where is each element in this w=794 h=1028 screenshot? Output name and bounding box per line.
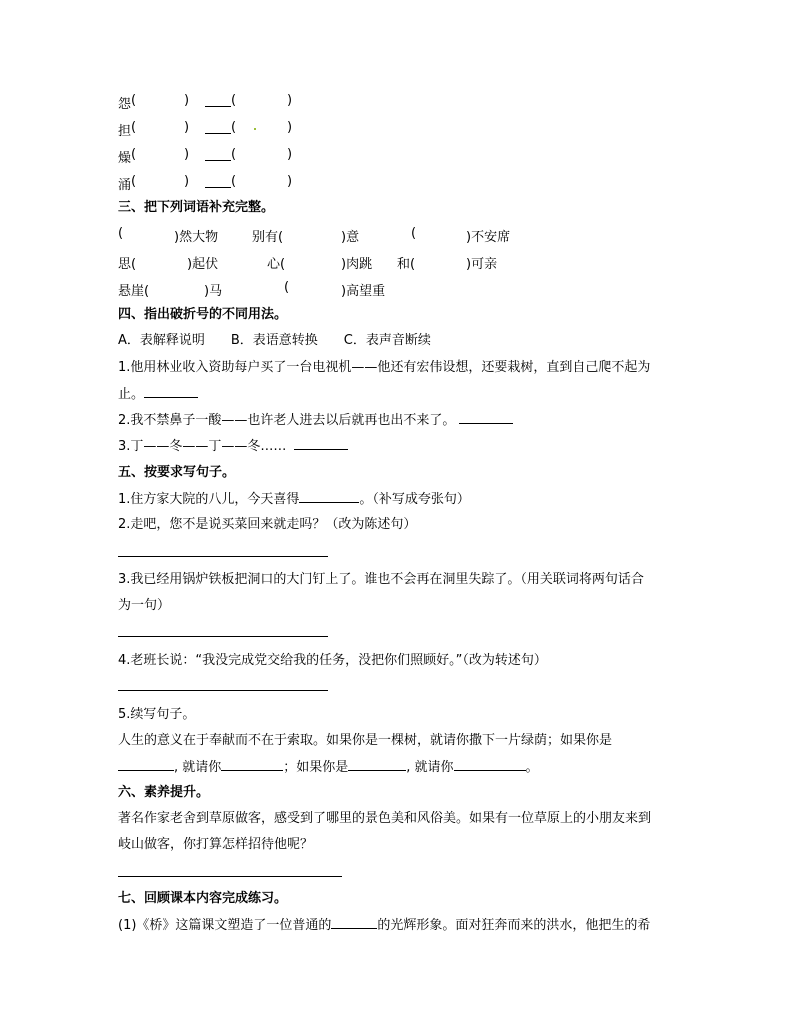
idiom-2-head: 别有(: [252, 230, 284, 245]
fill-text-2: ；如果你是: [283, 760, 349, 775]
char-label: 怨: [118, 97, 132, 112]
pinyin-open: (: [131, 93, 137, 108]
idiom-1-tail: )然大物: [174, 230, 219, 245]
pinyin-open: (: [131, 174, 137, 189]
dash-q3: [118, 437, 348, 456]
word-open: (: [231, 93, 237, 108]
dash-usage-options: A．表解释说明 B．表语意转换 C．表声音断续: [118, 333, 431, 348]
sentence-q1-blank[interactable]: [299, 490, 359, 503]
fill-blank-4[interactable]: [454, 758, 526, 771]
word-blank[interactable]: [205, 121, 231, 134]
section7-q1: [118, 916, 650, 935]
fill-blank-3[interactable]: [348, 758, 406, 771]
idiom-7-tail: )马: [204, 284, 223, 299]
stray-mark: [254, 128, 256, 130]
pinyin-close: ): [184, 147, 190, 162]
section6-answer-line[interactable]: [118, 876, 342, 877]
fill-text-1: , 就请你: [174, 760, 222, 775]
section5-heading: 五、按要求写句子。: [118, 465, 236, 480]
idiom-row-3: [0, 280, 794, 298]
word-close: ): [287, 120, 293, 135]
sentence-q3-line1: 3.我已经用锅炉铁板把洞口的大门钉上了。谁也不会再在洞里失踪了。（用关联词将两句话合: [118, 572, 644, 587]
idiom-6-tail: )可亲: [466, 257, 498, 272]
sentence-q3-answer-line[interactable]: [118, 636, 328, 637]
word-open: (: [231, 120, 237, 135]
dash-q1-answer-blank[interactable]: [144, 385, 198, 398]
idiom-2-tail: )意: [341, 230, 360, 245]
section6-line1: 著名作家老舍到草原做客，感受到了哪里的景色美和风俗美。如果有一位草原上的小朋友来到: [118, 811, 652, 826]
pinyin-open: (: [131, 120, 137, 135]
dash-q2-answer-blank[interactable]: [459, 411, 513, 424]
idiom-row-1: [0, 226, 794, 244]
char-row: [0, 120, 794, 138]
section6-line2: 岐山做客，你打算怎样招待他呢？: [118, 837, 314, 852]
idiom-1-open: (: [118, 226, 124, 241]
section7-q1-post: 的光辉形象。面对狂奔而来的洪水，他把生的希: [377, 918, 651, 933]
fill-text-4: 。: [525, 760, 539, 775]
idiom-5-tail: )肉跳: [341, 257, 373, 272]
sentence-q5: 5.续写句子。: [118, 707, 196, 722]
section7-q1-blank[interactable]: [331, 916, 377, 929]
idiom-row-2: [0, 253, 794, 271]
section7-q1-pre: (1)《桥》这篇课文塑造了一位普通的: [118, 918, 332, 933]
dash-q3-text: 3.丁——冬——丁——冬……: [118, 439, 287, 454]
sentence-q1-post: 。（补写成夸张句）: [359, 492, 470, 507]
section3-heading: 三、把下列词语补充完整。: [118, 200, 275, 215]
dash-q1-line2-text: 止。: [118, 387, 145, 402]
pinyin-close: ): [184, 93, 190, 108]
idiom-5-head: 心(: [267, 257, 286, 272]
idiom-4-head: 思(: [118, 257, 137, 272]
char-row: [0, 147, 794, 165]
idiom-8-open: (: [284, 280, 290, 295]
pinyin-close: ): [184, 174, 190, 189]
idiom-6-head: 和(: [397, 257, 416, 272]
fill-text-3: , 就请你: [406, 760, 454, 775]
char-label: 燥: [118, 151, 132, 166]
idiom-3-tail: )不安席: [466, 230, 511, 245]
section4-heading: 四、指出破折号的不同用法。: [118, 307, 288, 322]
pinyin-close: ): [184, 120, 190, 135]
word-close: ): [287, 93, 293, 108]
dash-q1-line1: 1.他用林业收入资助每户买了一台电视机——他还有宏伟设想，还要栽树，直到自己爬不起为: [118, 360, 651, 375]
section6-heading: 六、素养提升。: [118, 785, 210, 800]
char-row: [0, 93, 794, 111]
fill-blank-1[interactable]: [118, 758, 174, 771]
word-blank[interactable]: [205, 94, 231, 107]
sentence-q1: [118, 490, 470, 509]
sentence-q2: 2.走吧，您不是说买菜回来就走吗？（改为陈述句）: [118, 517, 417, 532]
section7-heading: 七、回顾课本内容完成练习。: [118, 891, 288, 906]
word-open: (: [231, 147, 237, 162]
idiom-3-open: (: [411, 226, 417, 241]
sentence-q1-pre: 1.住方家大院的八儿，今天喜得: [118, 492, 300, 507]
sentence-q5-fill: [118, 758, 539, 777]
char-label: 涌: [118, 178, 132, 193]
char-label: 担: [118, 124, 132, 139]
word-close: ): [287, 147, 293, 162]
sentence-q4-answer-line[interactable]: [118, 690, 328, 691]
idiom-7-head: 悬崖(: [118, 284, 150, 299]
dash-q1-line2: [118, 385, 198, 404]
sentence-q5-text: 人生的意义在于奉献而不在于索取。如果你是一棵树，就请你撒下一片绿荫；如果你是: [118, 733, 613, 748]
word-open: (: [231, 174, 237, 189]
dash-q2: [118, 411, 513, 430]
idiom-8-tail: )高望重: [341, 284, 386, 299]
word-blank[interactable]: [205, 148, 231, 161]
sentence-q4: 4.老班长说：“我没完成党交给我的任务，没把你们照顾好。”（改为转述句）: [118, 653, 547, 668]
sentence-q2-answer-line[interactable]: [118, 556, 328, 557]
dash-q3-answer-blank[interactable]: [294, 437, 348, 450]
idiom-4-tail: )起伏: [187, 257, 219, 272]
word-blank[interactable]: [205, 175, 231, 188]
sentence-q3-line2: 为一句）: [118, 598, 171, 613]
dash-q2-text: 2.我不禁鼻子一酸——也许老人进去以后就再也出不来了。: [118, 413, 456, 428]
char-row: [0, 174, 794, 192]
word-close: ): [287, 174, 293, 189]
fill-blank-2[interactable]: [221, 758, 283, 771]
pinyin-open: (: [131, 147, 137, 162]
